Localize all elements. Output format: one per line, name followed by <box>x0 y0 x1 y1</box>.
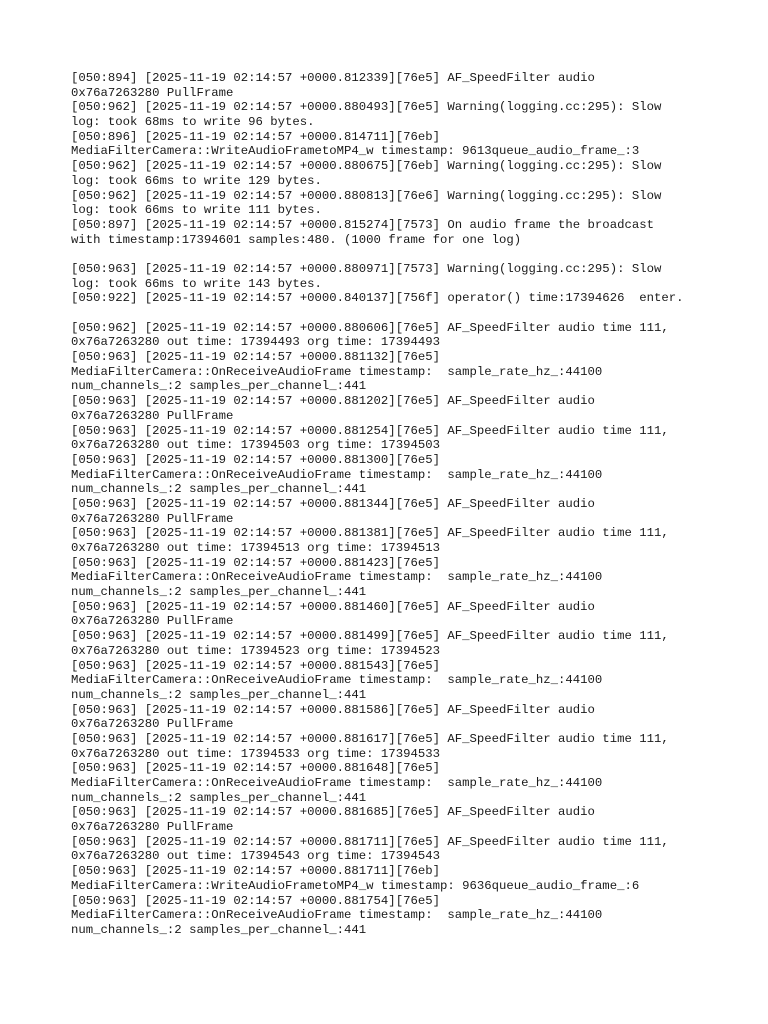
log-line: num_channels_:2 samples_per_channel_:441 <box>71 687 367 702</box>
log-line: [050:896] [2025-11-19 02:14:57 +0000.814711][76eb] <box>71 129 440 144</box>
log-line: num_channels_:2 samples_per_channel_:441 <box>71 790 367 805</box>
log-line: MediaFilterCamera::WriteAudioFrametoMP4_w timestamp: 9613queue_audio_frame_:3 <box>71 144 640 159</box>
log-line: MediaFilterCamera::OnReceiveAudioFrame timestamp: sample_rate_hz_:44100 <box>71 908 603 923</box>
log-line: [050:963] [2025-11-19 02:14:57 +0000.881586][76e5] AF_SpeedFilter audio <box>71 702 595 717</box>
log-line: 0x76a7263280 out time: 17394543 org time: 17394543 <box>71 849 440 864</box>
log-line: [050:962] [2025-11-19 02:14:57 +0000.880813][76e6] Warning(logging.cc:295): Slow <box>71 188 662 203</box>
log-line: 0x76a7263280 PullFrame <box>71 408 234 423</box>
log-line: 0x76a7263280 PullFrame <box>71 85 234 100</box>
log-line: 0x76a7263280 out time: 17394523 org time: 17394523 <box>71 643 440 658</box>
log-line: MediaFilterCamera::OnReceiveAudioFrame timestamp: sample_rate_hz_:44100 <box>71 570 603 585</box>
log-line: 0x76a7263280 PullFrame <box>71 717 234 732</box>
log-line: [050:963] [2025-11-19 02:14:57 +0000.881617][76e5] AF_SpeedFilter audio time 111, <box>71 731 669 746</box>
log-line: MediaFilterCamera::OnReceiveAudioFrame timestamp: sample_rate_hz_:44100 <box>71 673 603 688</box>
log-line: [050:963] [2025-11-19 02:14:57 +0000.881685][76e5] AF_SpeedFilter audio <box>71 805 595 820</box>
log-line: MediaFilterCamera::OnReceiveAudioFrame timestamp: sample_rate_hz_:44100 <box>71 364 603 379</box>
log-line: [050:963] [2025-11-19 02:14:57 +0000.881132][76e5] <box>71 350 440 365</box>
log-line: 0x76a7263280 out time: 17394503 org time: 17394503 <box>71 438 440 453</box>
log-line: log: took 68ms to write 96 bytes. <box>71 115 315 130</box>
log-line: log: took 66ms to write 129 bytes. <box>71 173 322 188</box>
log-line: [050:963] [2025-11-19 02:14:57 +0000.881648][76e5] <box>71 761 440 776</box>
log-line: [050:963] [2025-11-19 02:14:57 +0000.881423][76e5] <box>71 555 440 570</box>
log-line: [050:922] [2025-11-19 02:14:57 +0000.840137][756f] operator() time:17394626 enter. <box>71 291 684 306</box>
log-line: [050:963] [2025-11-19 02:14:57 +0000.881202][76e5] AF_SpeedFilter audio <box>71 394 595 409</box>
log-line: [050:963] [2025-11-19 02:14:57 +0000.881711][76eb] <box>71 864 440 879</box>
log-line: [050:963] [2025-11-19 02:14:57 +0000.880971][7573] Warning(logging.cc:295): Slow <box>71 261 662 276</box>
log-line <box>71 306 761 321</box>
log-line: num_channels_:2 samples_per_channel_:441 <box>71 379 367 394</box>
log-line: 0x76a7263280 PullFrame <box>71 511 234 526</box>
log-line: 0x76a7263280 PullFrame <box>71 614 234 629</box>
log-line: MediaFilterCamera::WriteAudioFrametoMP4_w timestamp: 9636queue_audio_frame_:6 <box>71 878 640 893</box>
log-line: [050:963] [2025-11-19 02:14:57 +0000.881460][76e5] AF_SpeedFilter audio <box>71 599 595 614</box>
log-line: num_channels_:2 samples_per_channel_:441 <box>71 585 367 600</box>
log-line: MediaFilterCamera::OnReceiveAudioFrame timestamp: sample_rate_hz_:44100 <box>71 776 603 790</box>
log-line: [050:963] [2025-11-19 02:14:57 +0000.881499][76e5] AF_SpeedFilter audio time 111, <box>71 629 669 644</box>
log-line: [050:963] [2025-11-19 02:14:57 +0000.881381][76e5] AF_SpeedFilter audio time 111, <box>71 526 669 541</box>
log-line <box>71 247 761 262</box>
log-line: [050:963] [2025-11-19 02:14:57 +0000.881543][76e5] <box>71 658 440 673</box>
log-line: log: took 66ms to write 111 bytes. <box>71 203 322 218</box>
log-line: 0x76a7263280 out time: 17394513 org time: 17394513 <box>71 541 440 555</box>
log-line: MediaFilterCamera::OnReceiveAudioFrame timestamp: sample_rate_hz_:44100 <box>71 467 603 482</box>
log-line: [050:963] [2025-11-19 02:14:57 +0000.881300][76e5] <box>71 452 440 467</box>
log-line: [050:963] [2025-11-19 02:14:57 +0000.881711][76e5] AF_SpeedFilter audio time 111, <box>71 834 669 849</box>
log-line: log: took 66ms to write 143 bytes. <box>71 276 322 291</box>
log-line: 0x76a7263280 out time: 17394533 org time: 17394533 <box>71 746 440 761</box>
log-text-block <box>71 71 761 938</box>
log-line: [050:894] [2025-11-19 02:14:57 +0000.812339][76e5] AF_SpeedFilter audio <box>71 71 595 85</box>
log-line: [050:963] [2025-11-19 02:14:57 +0000.881754][76e5] <box>71 893 440 908</box>
log-line: [050:963] [2025-11-19 02:14:57 +0000.881254][76e5] AF_SpeedFilter audio time 111, <box>71 423 669 438</box>
log-line: num_channels_:2 samples_per_channel_:441 <box>71 922 367 937</box>
log-line: [050:962] [2025-11-19 02:14:57 +0000.880606][76e5] AF_SpeedFilter audio time 111, <box>71 320 669 335</box>
log-line: with timestamp:17394601 samples:480. (1000 frame for one log) <box>71 232 522 247</box>
log-line: [050:963] [2025-11-19 02:14:57 +0000.881344][76e5] AF_SpeedFilter audio <box>71 496 595 511</box>
log-line: [050:962] [2025-11-19 02:14:57 +0000.880675][76eb] Warning(logging.cc:295): Slow <box>71 159 662 174</box>
log-line: num_channels_:2 samples_per_channel_:441 <box>71 482 367 497</box>
log-line: 0x76a7263280 out time: 17394493 org time: 17394493 <box>71 335 440 350</box>
log-line: [050:962] [2025-11-19 02:14:57 +0000.880493][76e5] Warning(logging.cc:295): Slow <box>71 100 662 115</box>
log-line: [050:897] [2025-11-19 02:14:57 +0000.815274][7573] On audio frame the broadcast <box>71 217 654 232</box>
log-line: 0x76a7263280 PullFrame <box>71 820 234 835</box>
